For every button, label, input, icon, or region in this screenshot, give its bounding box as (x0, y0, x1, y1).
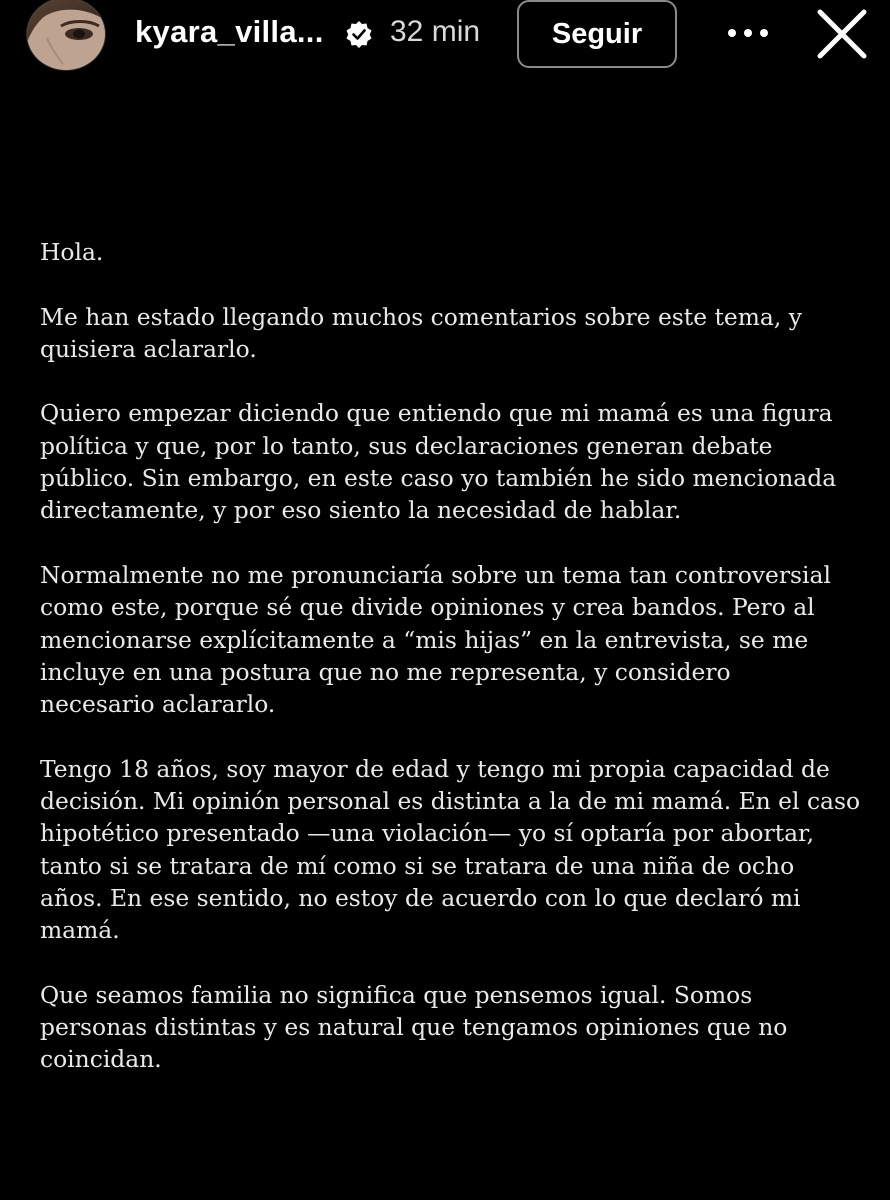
message-line: necesario aclararlo. (40, 690, 276, 719)
avatar[interactable] (26, 0, 106, 71)
message-line: como este, porque sé que divide opiniones y crea bandos. Pero al (40, 593, 815, 622)
message-line: tanto si se tratara de mí como si se tratara de una niña de ocho (40, 851, 795, 880)
message-line: mamá. (40, 916, 120, 945)
message-line: personas distintas y es natural que tengamos opiniones que no (40, 1013, 788, 1042)
follow-button[interactable]: Seguir (517, 0, 677, 68)
message-paragraph (40, 559, 870, 720)
username[interactable]: kyara_villa... (135, 14, 324, 49)
message-line: incluye en una postura que no me representa, y considero (40, 657, 731, 686)
message-line: coincidan. (40, 1045, 162, 1074)
story-text (40, 236, 870, 1108)
message-paragraph (40, 397, 870, 526)
more-options-icon[interactable] (724, 18, 772, 48)
message-line: directamente, y por eso siento la necesidad de hablar. (40, 496, 682, 525)
message-line: quisiera aclararlo. (40, 334, 257, 363)
close-icon[interactable] (816, 8, 868, 60)
avatar-photo (27, 0, 105, 70)
message-paragraph (40, 979, 870, 1076)
message-line: Normalmente no me pronunciaría sobre un tema tan controversial (40, 560, 831, 589)
message-paragraph (40, 236, 870, 268)
message-line: Quiero empezar diciendo que entiendo que mi mamá es una figura (40, 399, 833, 428)
message-line: Me han estado llegando muchos comentarios sobre este tema, y (40, 302, 802, 331)
message-line: mencionarse explícitamente a “mis hijas” en la entrevista, se me (40, 625, 809, 654)
message-paragraph (40, 301, 870, 366)
message-line: hipotético presentado —una violación— yo sí optaría por abortar, (40, 819, 815, 848)
message-line: público. Sin embargo, en este caso yo también he sido mencionada (40, 464, 837, 493)
message-line: política y que, por lo tanto, sus declaraciones generan debate (40, 431, 773, 460)
message-line: decisión. Mi opinión personal es distinta a la de mi mamá. En el caso (40, 787, 861, 816)
post-time: 32 min (390, 15, 481, 48)
verified-badge-icon (345, 20, 373, 48)
message-paragraph (40, 753, 870, 947)
story-header (0, 0, 890, 80)
message-line: Tengo 18 años, soy mayor de edad y tengo mi propia capacidad de (40, 754, 830, 783)
message-line: Que seamos familia no significa que pensemos igual. Somos (40, 980, 753, 1009)
message-line: Hola. (40, 238, 104, 266)
message-line: años. En ese sentido, no estoy de acuerdo con lo que declaró mi (40, 883, 801, 912)
